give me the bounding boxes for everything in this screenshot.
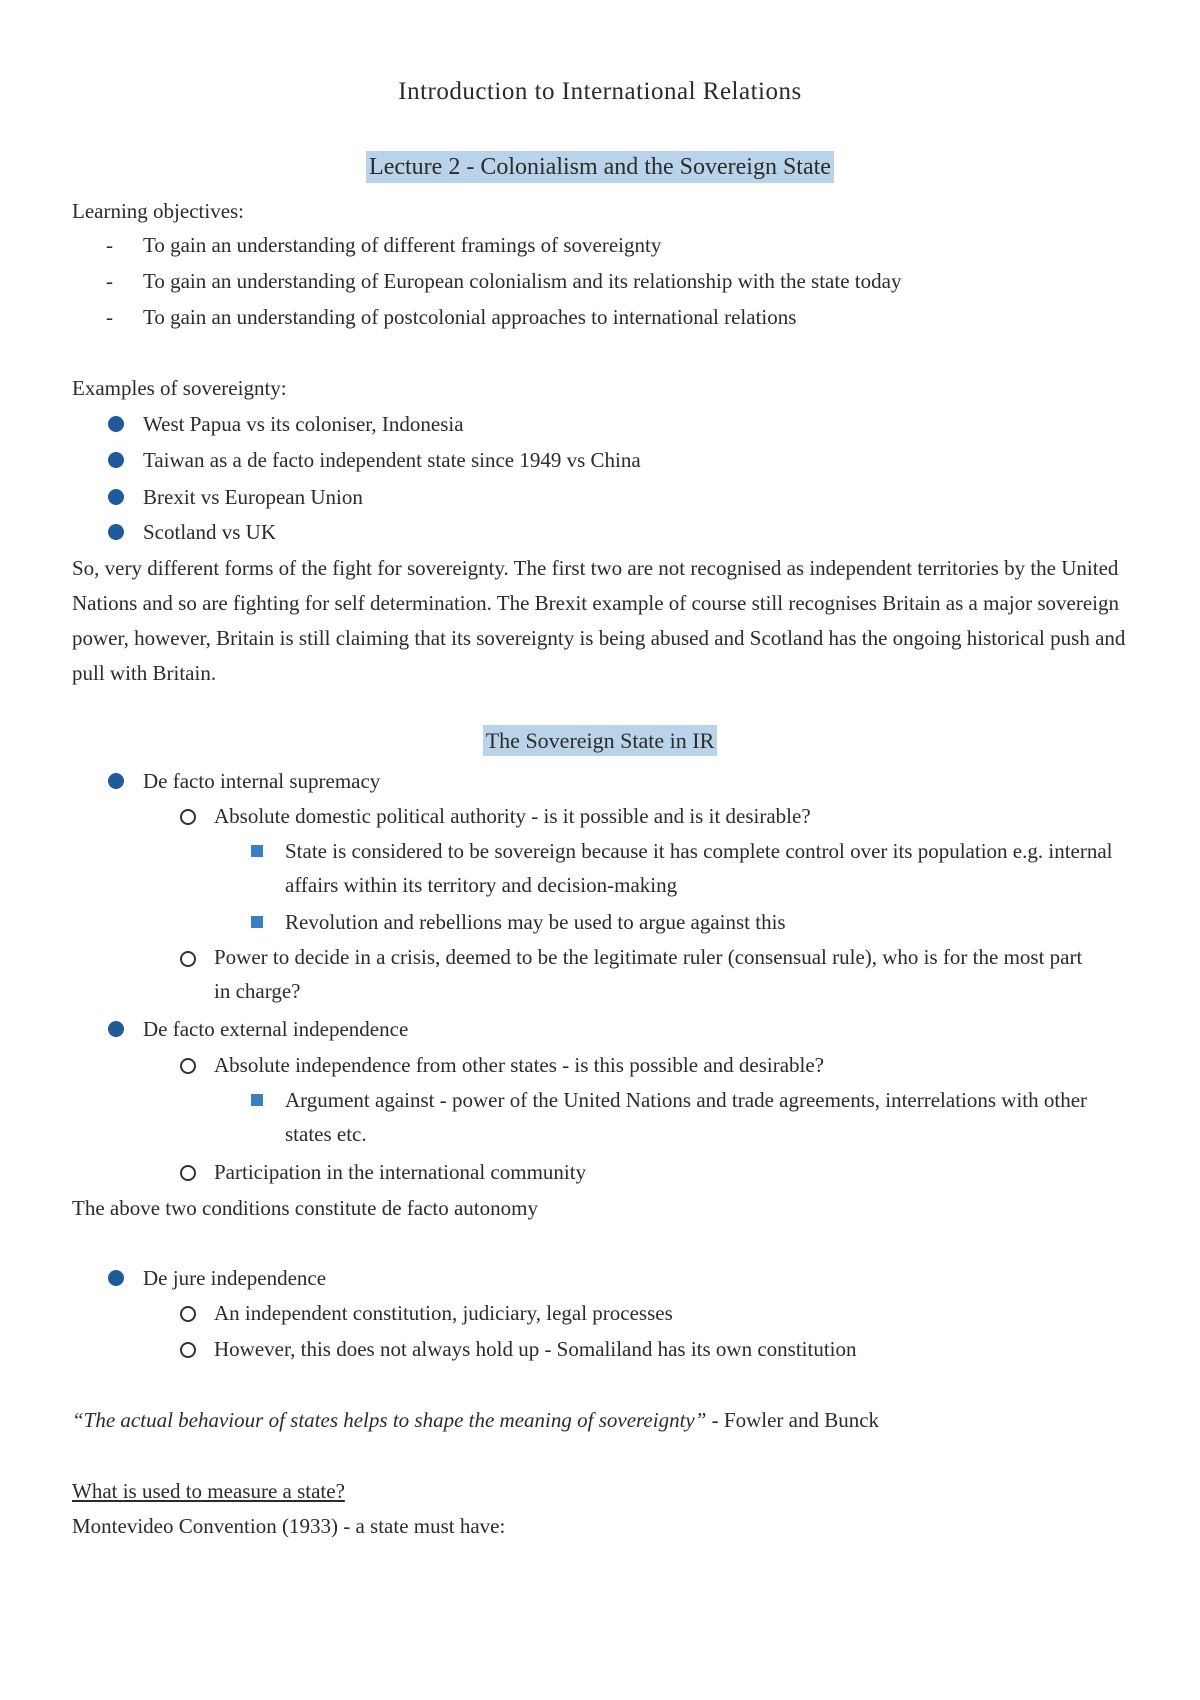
learning-objective-1: To gain an understanding of different framings of sovereignty: [143, 233, 662, 257]
internal-supremacy-item: De facto internal supremacy: [143, 769, 381, 793]
section-heading: [0, 728, 1200, 754]
example-4: Scotland vs UK: [143, 520, 276, 544]
circle-marker: [180, 1306, 196, 1322]
section-heading-text: The Sovereign State in IR: [483, 725, 718, 756]
document-title: Introduction to International Relations: [398, 78, 802, 105]
example-3: Brexit vs European Union: [143, 485, 363, 509]
measure-heading: What is used to measure a state?: [72, 1479, 345, 1503]
learning-objectives-heading: Learning objectives:: [72, 199, 245, 223]
external-independence-item: De facto external independence: [143, 1017, 409, 1041]
bullet-dot: [108, 1021, 124, 1037]
circle-marker: [180, 951, 196, 967]
bullet-dot: [108, 489, 124, 505]
dash-marker: -: [106, 233, 113, 257]
lecture-title-text: Lecture 2 - Colonialism and the Sovereign State: [366, 151, 834, 183]
bullet-dot: [108, 524, 124, 540]
circle-marker: [180, 1342, 196, 1358]
example-1: West Papua vs its coloniser, Indonesia: [143, 412, 464, 436]
learning-objective-3: To gain an understanding of postcolonial approaches to international relations: [143, 305, 797, 329]
quote-line: [72, 1403, 879, 1437]
circle-marker: [180, 809, 196, 825]
square-marker: [251, 845, 263, 857]
sovereign-control-item: State is considered to be sovereign because it has complete control over its population e.g. internal affairs within its territory and decision-making: [285, 839, 1113, 897]
revolution-item: Revolution and rebellions may be used to argue against this: [285, 910, 786, 934]
quote-text: “The actual behaviour of states helps to shape the meaning of sovereignty”: [72, 1408, 707, 1432]
absolute-independence-item: Absolute independence from other states - is this possible and desirable?: [214, 1053, 825, 1077]
bullet-dot: [108, 416, 124, 432]
domestic-authority-item: Absolute domestic political authority - is it possible and is it desirable?: [214, 804, 811, 828]
learning-objective-2: To gain an understanding of European colonialism and its relationship with the state today: [143, 269, 902, 293]
square-marker: [251, 1094, 263, 1106]
example-2: Taiwan as a de facto independent state since 1949 vs China: [143, 448, 641, 472]
bullet-dot: [108, 452, 124, 468]
participation-item: Participation in the international community: [214, 1160, 587, 1184]
de-jure-item: De jure independence: [143, 1266, 327, 1290]
bullet-dot: [108, 773, 124, 789]
bullet-dot: [108, 1270, 124, 1286]
sovereignty-paragraph: So, very different forms of the fight for sovereignty. The first two are not recognised as independent territories by the United Nations and so are fighting for self determination. The Brexit example of course still recognises Britain as a major sovereign power, however, Britain is still claiming that its sovereignty is being abused and Scotland has the ongoing historical push and pull with Britain.: [72, 556, 1126, 685]
examples-heading: Examples of sovereignty:: [72, 376, 287, 400]
dash-marker: -: [106, 269, 113, 293]
circle-marker: [180, 1165, 196, 1181]
dash-marker: -: [106, 305, 113, 329]
quote-attribution: - Fowler and Bunck: [706, 1408, 880, 1432]
argument-against-item: Argument against - power of the United Nations and trade agreements, interrelations with other states etc.: [285, 1088, 1088, 1146]
montevideo-text: Montevideo Convention (1933) - a state must have:: [72, 1514, 506, 1538]
circle-marker: [180, 1058, 196, 1074]
crisis-power-item: Power to decide in a crisis, deemed to be the legitimate ruler (consensual rule), who is for the most part in charge?: [214, 945, 1083, 1003]
constitution-item: An independent constitution, judiciary, legal processes: [214, 1301, 673, 1325]
square-marker: [251, 916, 263, 928]
conclusion-text: The above two conditions constitute de facto autonomy: [72, 1196, 538, 1220]
lecture-title: [0, 154, 1200, 181]
somaliland-item: However, this does not always hold up - Somaliland has its own constitution: [214, 1337, 857, 1361]
